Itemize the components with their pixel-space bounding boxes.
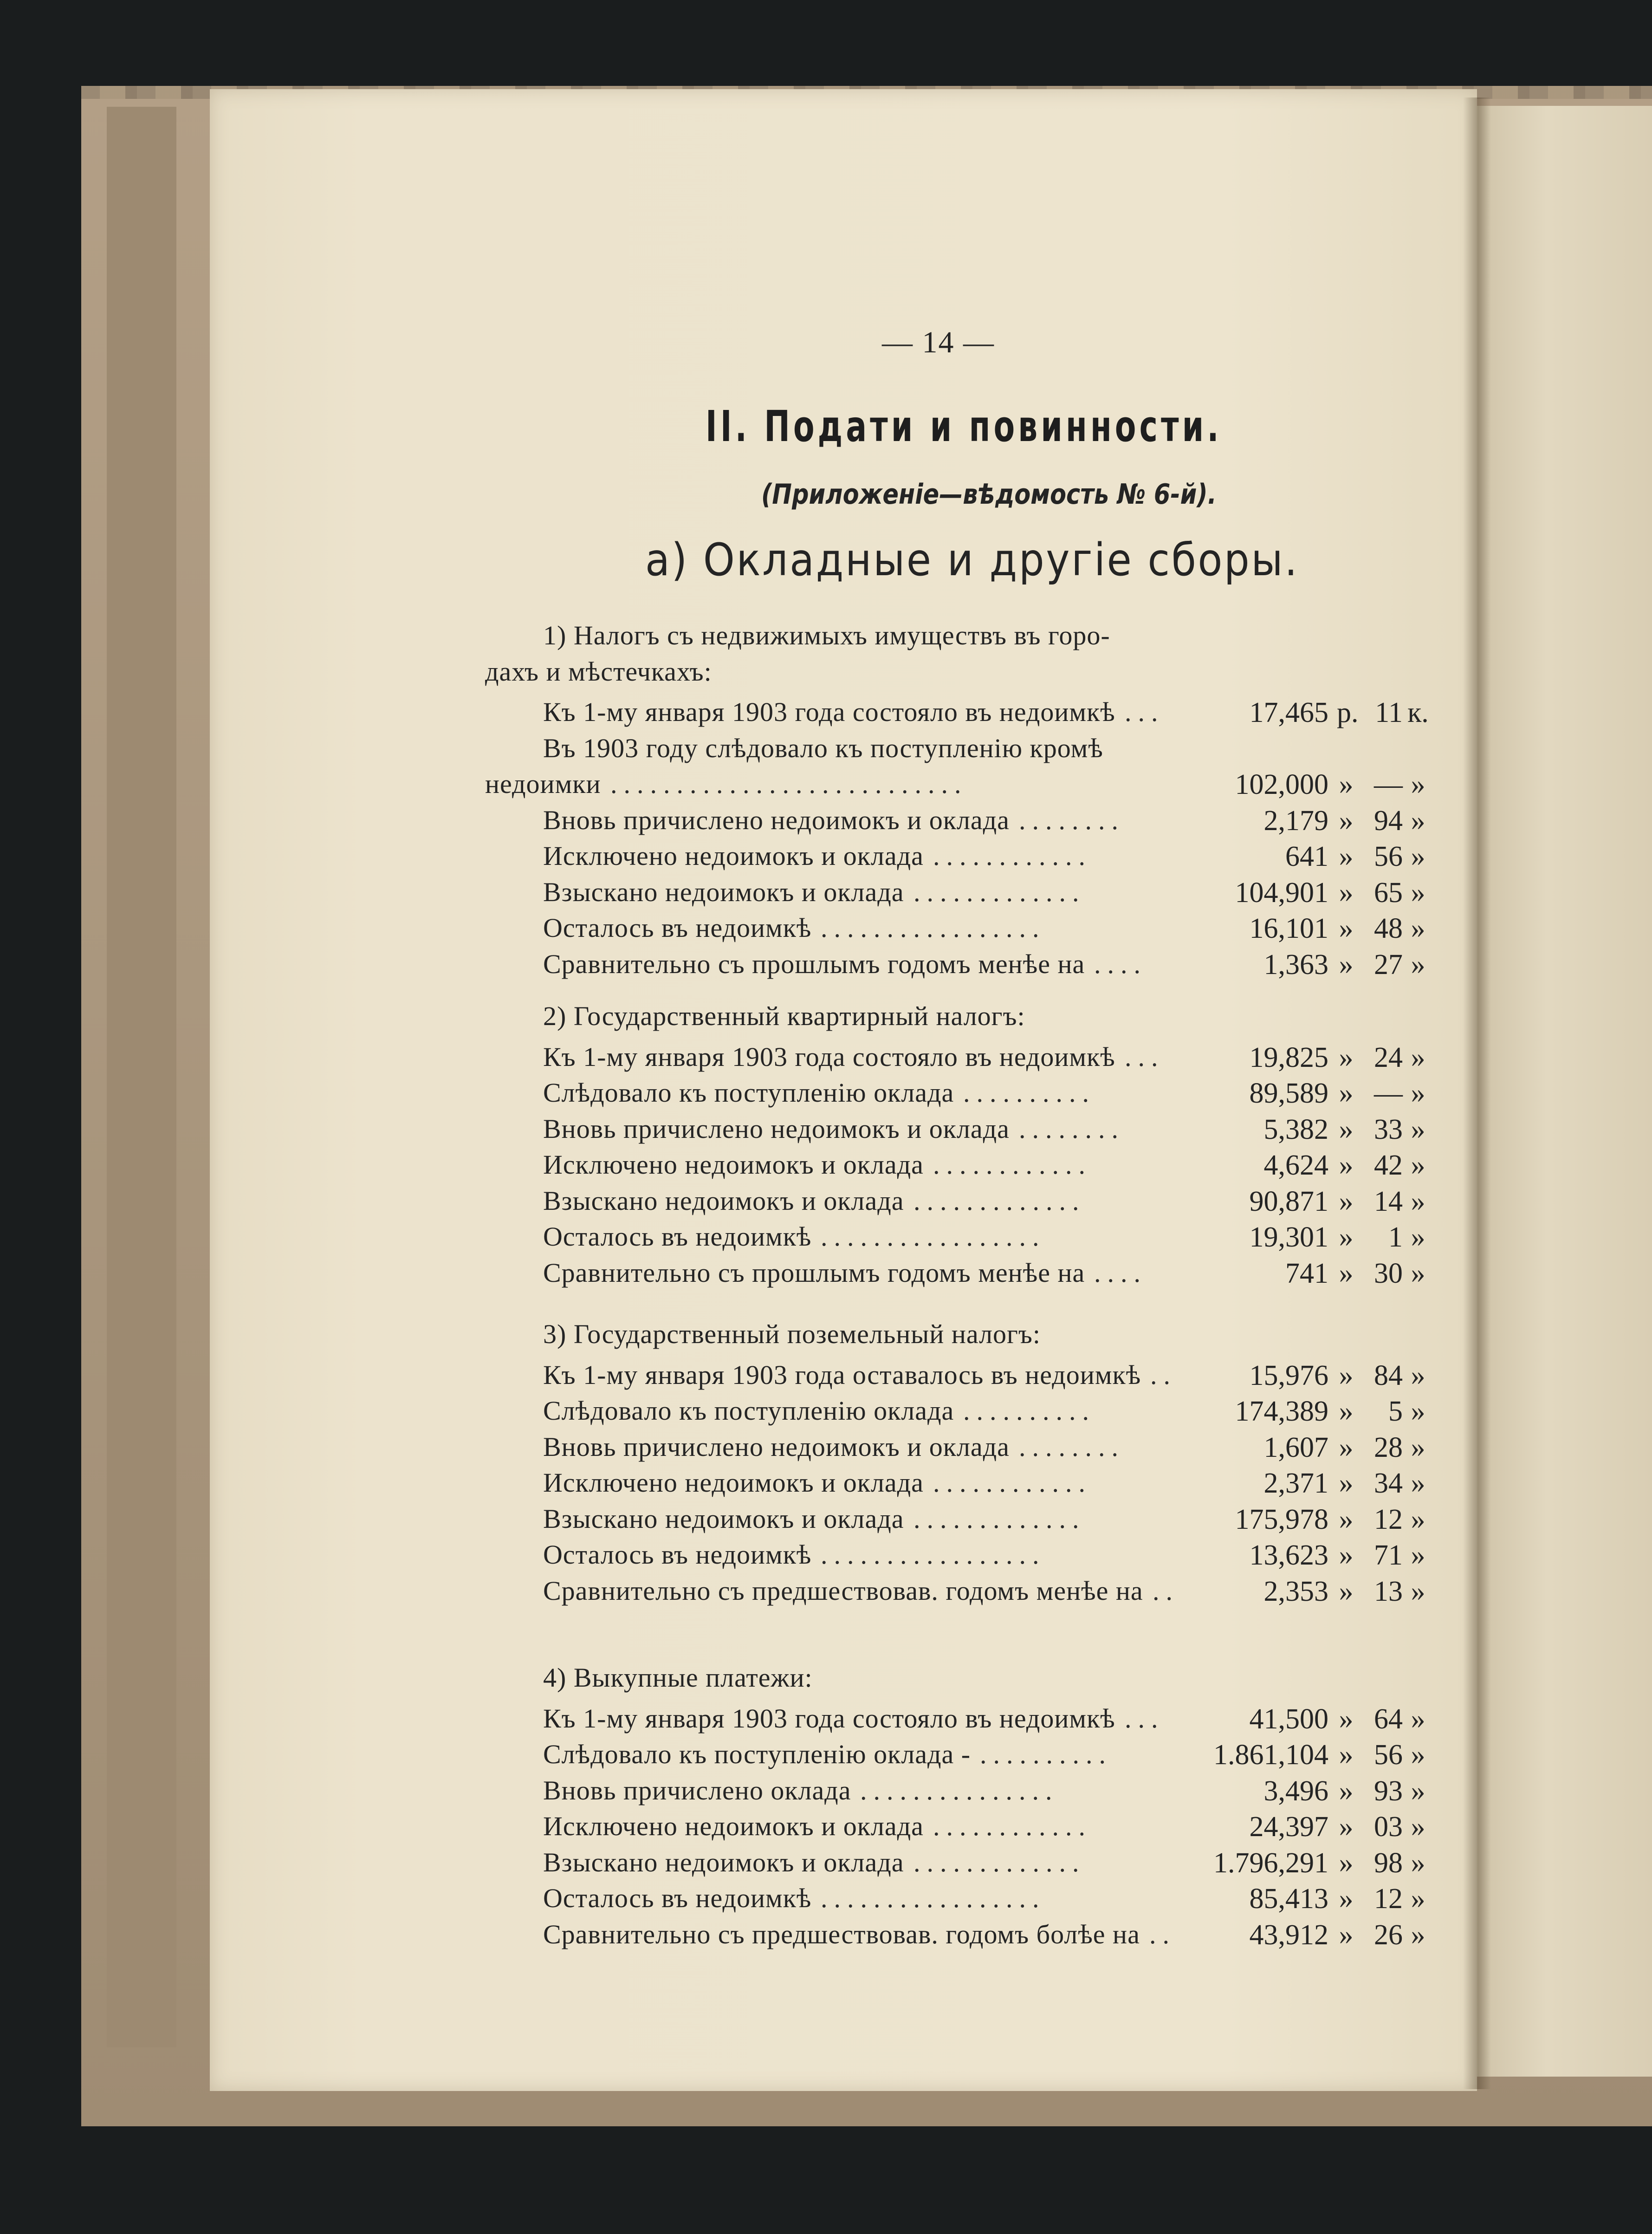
row-separator: » xyxy=(1339,769,1354,800)
row-label: Взыскано недоимокъ и оклада xyxy=(543,1847,904,1877)
leader-dots: ........ xyxy=(1019,1431,1125,1462)
row-separator: » xyxy=(1339,1041,1354,1073)
row-amount: 13,623 xyxy=(1249,1539,1328,1571)
row-separator: » xyxy=(1339,1468,1354,1499)
row-kopecks: 93 xyxy=(1374,1775,1403,1807)
row-label: Въ 1903 году слѣдовало къ поступленію кромѣ xyxy=(543,733,1103,763)
row-kopecks: 56 xyxy=(1374,1739,1403,1771)
row-separator: » xyxy=(1339,1883,1354,1915)
row-label: Исключено недоимокъ и оклада xyxy=(543,1468,924,1498)
leader-dots: ............ xyxy=(933,1811,1092,1841)
leader-dots: ... xyxy=(1125,1041,1165,1072)
row-unit: » xyxy=(1411,1257,1425,1289)
section-title: II. Подати и повинности. xyxy=(706,402,1222,451)
row-amount: 43,912 xyxy=(1249,1919,1328,1951)
row-separator: » xyxy=(1339,1221,1354,1253)
row-unit: » xyxy=(1411,1359,1425,1391)
row-unit: » xyxy=(1411,913,1425,944)
row-amount: 15,976 xyxy=(1249,1359,1328,1391)
row-unit: » xyxy=(1411,1847,1425,1879)
row-kopecks: 48 xyxy=(1374,913,1403,944)
leader-dots: .. xyxy=(1153,1575,1179,1606)
row-label: Слѣдовало къ поступленію оклада - xyxy=(543,1739,971,1769)
row-kopecks: 64 xyxy=(1374,1703,1403,1735)
leader-dots: ........................... xyxy=(610,769,968,799)
row-unit: » xyxy=(1411,948,1425,981)
row-label: Вновь причислено оклада xyxy=(543,1775,851,1805)
row-label: Къ 1-му января 1903 года состояло въ недоимкѣ xyxy=(543,697,1115,727)
leader-dots: .... xyxy=(1094,1257,1147,1288)
row-unit: » xyxy=(1411,1149,1425,1181)
row-unit: » xyxy=(1411,1775,1425,1807)
row-amount: 102,000 xyxy=(1235,769,1328,800)
facing-page xyxy=(1477,106,1652,2077)
row-amount: 175,978 xyxy=(1235,1503,1328,1535)
row-unit: » xyxy=(1411,1575,1425,1607)
group-heading-cont: дахъ и мѣстечкахъ: xyxy=(485,656,712,687)
page-number: — 14 — xyxy=(882,325,995,359)
row-amount: 90,871 xyxy=(1249,1185,1328,1217)
row-separator: » xyxy=(1339,1739,1354,1771)
leader-dots: ........ xyxy=(1019,1113,1125,1144)
row-unit: » xyxy=(1411,1078,1425,1109)
row-amount: 19,825 xyxy=(1249,1041,1328,1073)
row-amount: 741 xyxy=(1285,1257,1328,1289)
row-kopecks: 03 xyxy=(1374,1811,1403,1843)
row-label: Взыскано недоимокъ и оклада xyxy=(543,1185,904,1216)
row-unit: » xyxy=(1411,1431,1425,1463)
row-kopecks: 5 xyxy=(1388,1396,1403,1427)
row-label: Осталось въ недоимкѣ xyxy=(543,913,812,943)
row-unit: » xyxy=(1411,1221,1425,1253)
row-label: Взыскано недоимокъ и оклада xyxy=(543,1503,904,1534)
row-unit: » xyxy=(1411,805,1425,837)
row-amount: 1,363 xyxy=(1263,948,1328,981)
row-kopecks: 28 xyxy=(1374,1431,1403,1463)
row-amount: 5,382 xyxy=(1263,1113,1328,1145)
leader-dots: ............. xyxy=(913,1503,1086,1534)
appendix-note: (Приложеніе—вѣдомость № 6-й). xyxy=(761,478,1217,511)
row-label: Вновь причислено недоимокъ и оклада xyxy=(543,1431,1010,1462)
row-kopecks: 27 xyxy=(1374,948,1403,981)
leader-dots: ................. xyxy=(821,913,1046,943)
leader-dots: ............ xyxy=(933,1468,1092,1498)
row-amount: 85,413 xyxy=(1249,1883,1328,1915)
row-unit: » xyxy=(1411,1539,1425,1571)
row-separator: » xyxy=(1339,1185,1354,1217)
row-unit: » xyxy=(1411,1041,1425,1073)
row-amount: 17,465 xyxy=(1249,697,1328,728)
row-kopecks: 12 xyxy=(1374,1883,1403,1915)
row-label: Къ 1-му января 1903 года оставалось въ недоимкѣ xyxy=(543,1359,1141,1390)
row-kopecks: 71 xyxy=(1374,1539,1403,1571)
row-kopecks: 98 xyxy=(1374,1847,1403,1879)
row-label: Слѣдовало къ поступленію оклада xyxy=(543,1078,954,1108)
group-heading: 1) Налогъ съ недвижимыхъ имуществъ въ горо- xyxy=(543,620,1110,650)
row-label: Исключено недоимокъ и оклада xyxy=(543,1811,924,1841)
row-label: Вновь причислено недоимокъ и оклада xyxy=(543,1113,1010,1144)
row-kopecks: 56 xyxy=(1374,841,1403,872)
row-separator: » xyxy=(1339,1847,1354,1879)
row-kopecks: 24 xyxy=(1374,1041,1403,1073)
row-kopecks: 13 xyxy=(1374,1575,1403,1607)
leader-dots: .... xyxy=(1094,948,1147,979)
group-heading: 3) Государственный поземельный налогъ: xyxy=(543,1319,1041,1349)
row-unit: » xyxy=(1411,769,1425,800)
row-kopecks: 30 xyxy=(1374,1257,1403,1289)
row-kopecks: 14 xyxy=(1374,1185,1403,1217)
leader-dots: ............. xyxy=(913,877,1086,907)
row-separator: » xyxy=(1339,1775,1354,1807)
binding-strip xyxy=(107,107,176,2047)
row-unit: » xyxy=(1411,1468,1425,1499)
row-label: Осталось въ недоимкѣ xyxy=(543,1883,812,1913)
row-kopecks: 34 xyxy=(1374,1468,1403,1499)
row-unit: » xyxy=(1411,841,1425,872)
row-unit: » xyxy=(1411,1703,1425,1735)
subsection-title: а) Окладные и другіе сборы. xyxy=(645,534,1299,586)
leader-dots: .......... xyxy=(980,1739,1112,1769)
row-amount: 41,500 xyxy=(1249,1703,1328,1735)
row-label: Слѣдовало къ поступленію оклада xyxy=(543,1396,954,1426)
row-separator: » xyxy=(1339,1703,1354,1735)
row-separator: » xyxy=(1339,913,1354,944)
row-label: Сравнительно съ предшествовав. годомъ менѣе на xyxy=(543,1575,1143,1606)
leader-dots: ............. xyxy=(913,1185,1086,1216)
leader-dots: .......... xyxy=(963,1396,1095,1426)
row-unit: » xyxy=(1411,1883,1425,1915)
leader-dots: .. xyxy=(1150,1359,1177,1390)
row-unit: » xyxy=(1411,1919,1425,1951)
row-separator: » xyxy=(1339,1811,1354,1843)
row-amount: 19,301 xyxy=(1249,1221,1328,1253)
row-separator: » xyxy=(1339,1257,1354,1289)
row-unit: » xyxy=(1411,877,1425,909)
row-separator: » xyxy=(1339,1431,1354,1463)
leader-dots: .. xyxy=(1149,1919,1176,1949)
row-separator: » xyxy=(1339,948,1354,981)
row-kopecks: — xyxy=(1374,769,1403,800)
row-amount: 1.796,291 xyxy=(1213,1847,1328,1879)
row-separator: » xyxy=(1339,1919,1354,1951)
row-amount: 4,624 xyxy=(1263,1149,1328,1181)
row-kopecks: 12 xyxy=(1374,1503,1403,1535)
row-separator: » xyxy=(1339,1396,1354,1427)
row-unit: » xyxy=(1411,1811,1425,1843)
row-unit: » xyxy=(1411,1396,1425,1427)
row-label: недоимки xyxy=(485,769,601,799)
page-gutter xyxy=(1463,97,1491,2089)
row-label: Исключено недоимокъ и оклада xyxy=(543,841,924,871)
row-amount: 24,397 xyxy=(1249,1811,1328,1843)
row-kopecks: 94 xyxy=(1374,805,1403,837)
row-unit: » xyxy=(1411,1503,1425,1535)
leader-dots: ... xyxy=(1125,1703,1165,1734)
row-amount: 641 xyxy=(1285,841,1328,872)
row-separator: » xyxy=(1339,1359,1354,1391)
row-separator: » xyxy=(1339,877,1354,909)
row-unit: к. xyxy=(1407,697,1429,728)
row-label: Сравнительно съ прошлымъ годомъ менѣе на xyxy=(543,948,1085,979)
leader-dots: .......... xyxy=(963,1078,1095,1108)
leader-dots: ............ xyxy=(933,1149,1092,1180)
row-unit: » xyxy=(1411,1113,1425,1145)
row-label: Сравнительно съ прошлымъ годомъ менѣе на xyxy=(543,1257,1085,1288)
row-amount: 174,389 xyxy=(1235,1396,1328,1427)
row-label: Сравнительно съ предшествовав. годомъ болѣе на xyxy=(543,1919,1140,1949)
group-heading: 2) Государственный квартирный налогъ: xyxy=(543,1001,1025,1031)
row-amount: 2,371 xyxy=(1263,1468,1328,1499)
row-amount: 16,101 xyxy=(1249,913,1328,944)
row-separator: » xyxy=(1339,1149,1354,1181)
row-label: Исключено недоимокъ и оклада xyxy=(543,1149,924,1180)
row-amount: 1,607 xyxy=(1263,1431,1328,1463)
row-kopecks: 26 xyxy=(1374,1919,1403,1951)
row-kopecks: — xyxy=(1374,1078,1403,1109)
row-kopecks: 42 xyxy=(1374,1149,1403,1181)
row-kopecks: 33 xyxy=(1374,1113,1403,1145)
row-label: Вновь причислено недоимокъ и оклада xyxy=(543,805,1010,835)
row-separator: » xyxy=(1339,1078,1354,1109)
group-heading: 4) Выкупные платежи: xyxy=(543,1663,813,1693)
row-kopecks: 1 xyxy=(1388,1221,1403,1253)
row-label: Къ 1-му января 1903 года состояло въ недоимкѣ xyxy=(543,1041,1115,1072)
row-label: Осталось въ недоимкѣ xyxy=(543,1539,812,1570)
leader-dots: ............ xyxy=(933,841,1092,871)
row-separator: » xyxy=(1339,1575,1354,1607)
row-amount: 2,179 xyxy=(1263,805,1328,837)
row-label: Осталось въ недоимкѣ xyxy=(543,1221,812,1252)
leader-dots: ... xyxy=(1125,697,1165,727)
row-unit: » xyxy=(1411,1185,1425,1217)
row-label: Къ 1-му января 1903 года состояло въ недоимкѣ xyxy=(543,1703,1115,1734)
row-amount: 3,496 xyxy=(1263,1775,1328,1807)
row-label: Взыскано недоимокъ и оклада xyxy=(543,877,904,907)
row-kopecks: 65 xyxy=(1374,877,1403,909)
row-kopecks: 84 xyxy=(1374,1359,1403,1391)
leader-dots: ................. xyxy=(821,1883,1046,1913)
leader-dots: ................. xyxy=(821,1539,1046,1570)
row-unit: » xyxy=(1411,1739,1425,1771)
row-separator: » xyxy=(1339,841,1354,872)
row-amount: 2,353 xyxy=(1263,1575,1328,1607)
row-separator: » xyxy=(1339,1113,1354,1145)
leader-dots: ............... xyxy=(860,1775,1059,1805)
leader-dots: ................. xyxy=(821,1221,1046,1252)
row-separator: » xyxy=(1339,805,1354,837)
row-separator: р. xyxy=(1337,697,1359,728)
row-amount: 1.861,104 xyxy=(1213,1739,1328,1771)
row-kopecks: 11 xyxy=(1375,697,1403,728)
leader-dots: ........ xyxy=(1019,805,1125,835)
row-separator: » xyxy=(1339,1539,1354,1571)
row-amount: 104,901 xyxy=(1235,877,1328,909)
leader-dots: ............. xyxy=(913,1847,1086,1877)
row-separator: » xyxy=(1339,1503,1354,1535)
row-amount: 89,589 xyxy=(1249,1078,1328,1109)
